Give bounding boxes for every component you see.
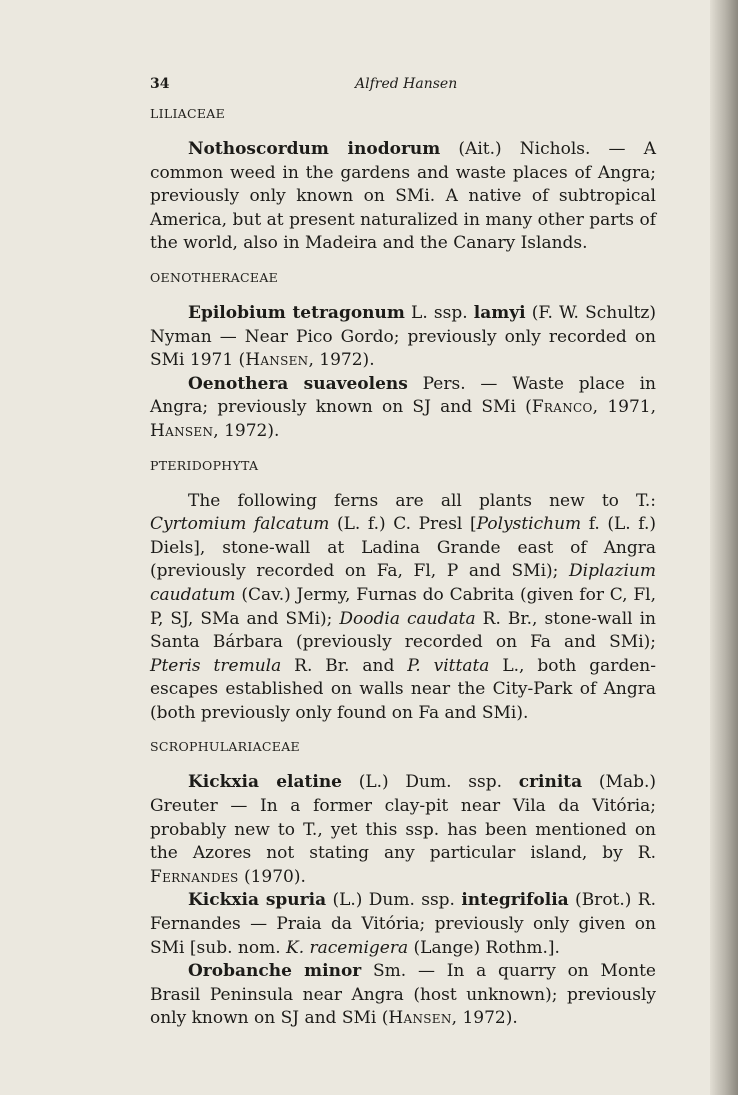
species-name: Epilobium tetragonum bbox=[188, 302, 405, 323]
species-name: Oenothera suaveolens bbox=[188, 373, 408, 394]
entry-nothoscordum bbox=[150, 138, 656, 256]
species-name: Kickxia elatine bbox=[188, 772, 342, 793]
author-citation: Hansen bbox=[150, 420, 214, 441]
entry-text: (F. W. Schultz) Nyman — Near Pico Gordo; previously only recorded on SMi 1971 ( bbox=[150, 302, 657, 371]
entry-text: , 1972). bbox=[451, 1008, 518, 1029]
entry-text: Pers. — Waste place in Angra; previously known on SJ and SMi ( bbox=[150, 373, 656, 418]
subspecies-name: integrifolia bbox=[461, 890, 569, 911]
section-heading-liliaceae: LILIACEAE bbox=[150, 106, 226, 121]
entry-text: (L.) Dum. ssp. bbox=[326, 890, 462, 911]
species-name: Pteris tremula bbox=[150, 655, 282, 676]
entry-oenothera bbox=[150, 373, 656, 444]
entry-kickxia-elatine bbox=[150, 771, 656, 889]
entry-text: R. Br. and bbox=[281, 655, 408, 676]
entry-text: L. ssp. bbox=[404, 302, 474, 323]
species-name: Diplazium caudatum bbox=[150, 561, 656, 605]
section-heading-scrophulariaceae: SCROPHULARIACEAE bbox=[150, 739, 300, 755]
section-heading-pteridophyta: PTERIDOPHYTA bbox=[150, 457, 259, 473]
entry-ferns bbox=[150, 490, 656, 726]
section-heading-oenotheraceae: OENOTHERACEAE bbox=[150, 269, 279, 285]
species-name: Cyrtomium falcatum bbox=[150, 514, 330, 535]
species-name: Kickxia spuria bbox=[188, 890, 327, 911]
species-name: P. vittata bbox=[407, 655, 490, 676]
species-name: Polystichum bbox=[476, 514, 582, 535]
entry-text: , 1971, bbox=[592, 397, 656, 418]
species-name: K. racemigera bbox=[286, 937, 409, 958]
species-name: Orobanche minor bbox=[188, 961, 362, 982]
entry-kickxia-spuria bbox=[150, 889, 656, 960]
entry-text: (Lange) Rothm.]. bbox=[408, 937, 560, 958]
entry-text: (L. f.) C. Presl [ bbox=[329, 514, 477, 535]
running-header bbox=[150, 76, 656, 96]
entry-text: L., both garden-escapes established on walls near the City-Park of Angra (both previously only found on Fa and SMi). bbox=[150, 655, 656, 723]
entry-text: (Cav.) Jermy, Furnas do Cabrita (given for C, Fl, P, SJ, SMa and SMi); bbox=[150, 584, 656, 629]
author-citation: Hansen bbox=[388, 1008, 452, 1029]
entry-text: (Mab.) Greuter — In a former clay-pit near Vila da Vitória; probably new to T., yet this ssp. has been mentioned on the Azores not stating any particular island, by R. bbox=[150, 772, 656, 864]
subspecies-name: lamyi bbox=[473, 302, 526, 323]
entry-text: Sm. — In a quarry on Monte Brasil Peninsula near Angra (host unknown); previously only known on SJ and SMi ( bbox=[150, 961, 656, 1029]
page-edge-shadow bbox=[710, 0, 738, 1095]
page-body bbox=[150, 104, 656, 1031]
entry-text: (Ait.) Nichols. — A common weed in the gardens and waste places of Angra; previously only known on SMi. A native of subtropical America, but at present naturalized in many other parts of the world, also in Madeira and the Canary Islands. bbox=[150, 139, 656, 254]
author-citation: Hansen bbox=[245, 350, 309, 371]
species-name: Doodia caudata bbox=[339, 608, 476, 629]
entry-text: , 1972). bbox=[213, 420, 280, 441]
entry-text: (L.) Dum. ssp. bbox=[342, 772, 519, 793]
entry-text: R. Br., stone-wall in Santa Bárbara (previously recorded on Fa and SMi); bbox=[150, 608, 656, 653]
author-citation: Franco bbox=[531, 397, 593, 418]
entry-text: f. (L. f.) Diels], stone-wall at Ladina Grande east of Angra (previously recorded on Fa, Fl, P and SMi); bbox=[150, 514, 656, 582]
running-author: Alfred Hansen bbox=[355, 76, 458, 92]
page-number: 34 bbox=[150, 76, 170, 92]
subspecies-name: crinita bbox=[518, 772, 583, 793]
species-name: Nothoscordum inodorum bbox=[188, 139, 441, 159]
author-citation: Fernandes bbox=[150, 866, 239, 887]
entry-text: , 1972). bbox=[308, 350, 375, 371]
entry-orobanche bbox=[150, 960, 656, 1031]
entry-epilobium bbox=[150, 302, 656, 373]
entry-text: (Brot.) R. Fernandes — Praia da Vitória; previously only given on SMi [sub. nom. bbox=[150, 890, 656, 958]
entry-text: The following ferns are all plants new to T.: bbox=[188, 490, 656, 511]
entry-text: (1970). bbox=[238, 866, 306, 887]
